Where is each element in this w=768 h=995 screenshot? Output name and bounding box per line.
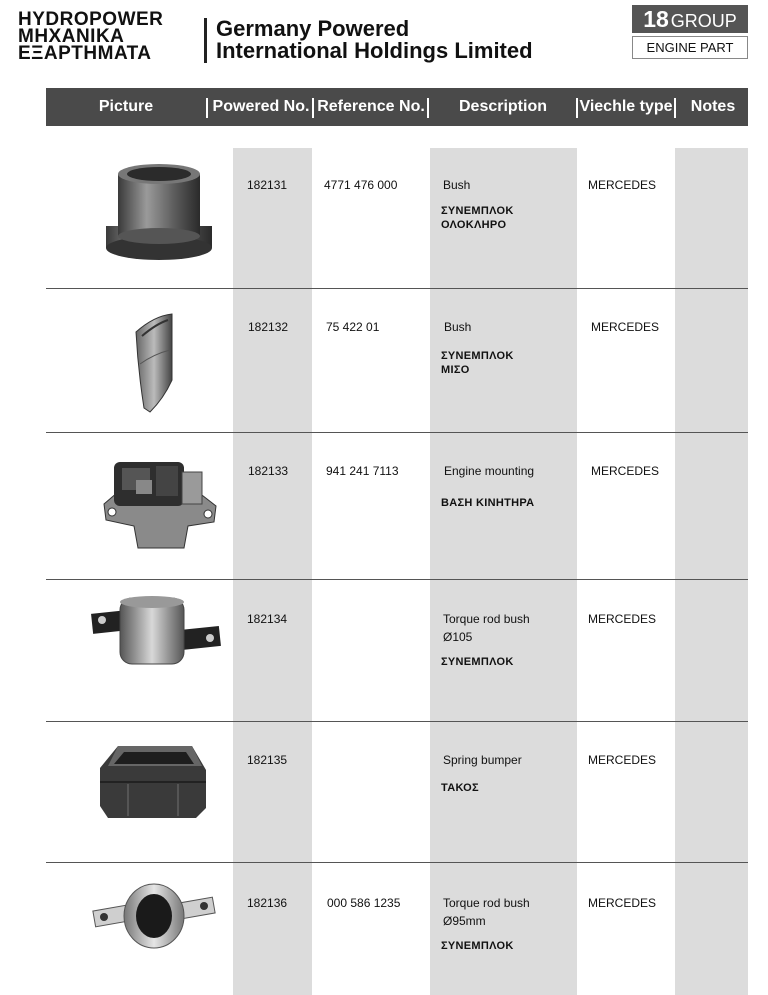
header-separator [674, 98, 676, 118]
vehicle-type: MERCEDES [588, 178, 657, 192]
brand-logo-text [18, 11, 163, 62]
col-description: Description [458, 98, 547, 115]
brand-line-2: ΜΗΧΑΝΙΚΑ [18, 26, 125, 47]
company-name [216, 18, 533, 62]
row-divider [46, 579, 748, 580]
description: Torque rod bush [443, 896, 530, 910]
powered-no: 182132 [248, 320, 289, 334]
group-badge [632, 5, 748, 33]
description-greek: ΒΑΣΗ ΚΙΝΗΤΗΡΑ [441, 497, 535, 509]
col-powered-no: Powered No. [212, 98, 310, 115]
brand-divider [204, 18, 207, 63]
company-line-1: Germany Powered [216, 16, 410, 41]
col-vehicle-type: Viechle type [579, 98, 673, 115]
brand-line-3: ΕΞΑΡΤΗΜΑΤΑ [18, 43, 152, 64]
powered-no: 182136 [247, 896, 288, 910]
description-greek-2: ΜΙΣΟ [441, 364, 470, 376]
group-word: GROUP [670, 11, 737, 31]
description: Spring bumper [443, 753, 522, 767]
vehicle-type: MERCEDES [591, 320, 660, 334]
header-separator [206, 98, 208, 118]
description: Engine mounting [444, 464, 535, 478]
row-divider [46, 288, 748, 289]
torque-rod-bush-icon [88, 592, 224, 672]
description-greek-2: ΟΛΟΚΛΗΡΟ [441, 219, 507, 231]
powered-no: 182134 [247, 612, 288, 626]
description: Bush [443, 178, 471, 192]
spring-bumper-icon [98, 742, 208, 822]
powered-no: 182135 [247, 753, 288, 767]
row-divider [46, 862, 748, 863]
col-notes: Notes [690, 98, 736, 115]
vehicle-type: MERCEDES [588, 896, 657, 910]
vehicle-type: MERCEDES [588, 753, 657, 767]
powered-no: 182133 [248, 464, 289, 478]
description-greek: ΤΑΚΟΣ [441, 782, 479, 794]
notes-column-band [675, 148, 748, 995]
reference-no: 000 586 1235 [327, 896, 401, 910]
reference-no: 75 422 01 [326, 320, 380, 334]
torque-rod-bush-icon [92, 880, 216, 952]
reference-no: 4771 476 000 [324, 178, 398, 192]
description: Bush [444, 320, 472, 334]
description-greek: ΣΥΝΕΜΠΛΟΚ [441, 656, 514, 668]
description-diameter: Ø95mm [443, 914, 486, 928]
description-column-band [430, 148, 577, 995]
powered-column-band [233, 148, 312, 995]
vehicle-type: MERCEDES [591, 464, 660, 478]
row-divider [46, 721, 748, 722]
description-greek: ΣΥΝΕΜΠΛΟΚ [441, 350, 514, 362]
description-greek: ΣΥΝΕΜΠΛΟΚ [441, 205, 514, 217]
group-number: 18 [643, 6, 669, 32]
header-separator [312, 98, 314, 118]
reference-no: 941 241 7113 [326, 464, 399, 478]
table-header [46, 88, 748, 126]
engine-mount-icon [98, 452, 222, 556]
bush-full-icon [104, 160, 214, 264]
header-separator [427, 98, 429, 118]
col-reference-no: Reference No. [317, 98, 425, 115]
company-line-2: International Holdings Limited [216, 38, 533, 63]
description: Torque rod bush [443, 612, 530, 626]
col-picture: Picture [98, 98, 154, 115]
group-subtitle: ENGINE PART [632, 36, 748, 59]
powered-no: 182131 [247, 178, 288, 192]
vehicle-type: MERCEDES [588, 612, 657, 626]
description-greek: ΣΥΝΕΜΠΛΟΚ [441, 940, 514, 952]
brand-line-1: HYDROPOWER [18, 9, 164, 30]
bush-half-icon [124, 310, 184, 416]
row-divider [46, 432, 748, 433]
description-diameter: Ø105 [443, 630, 473, 644]
